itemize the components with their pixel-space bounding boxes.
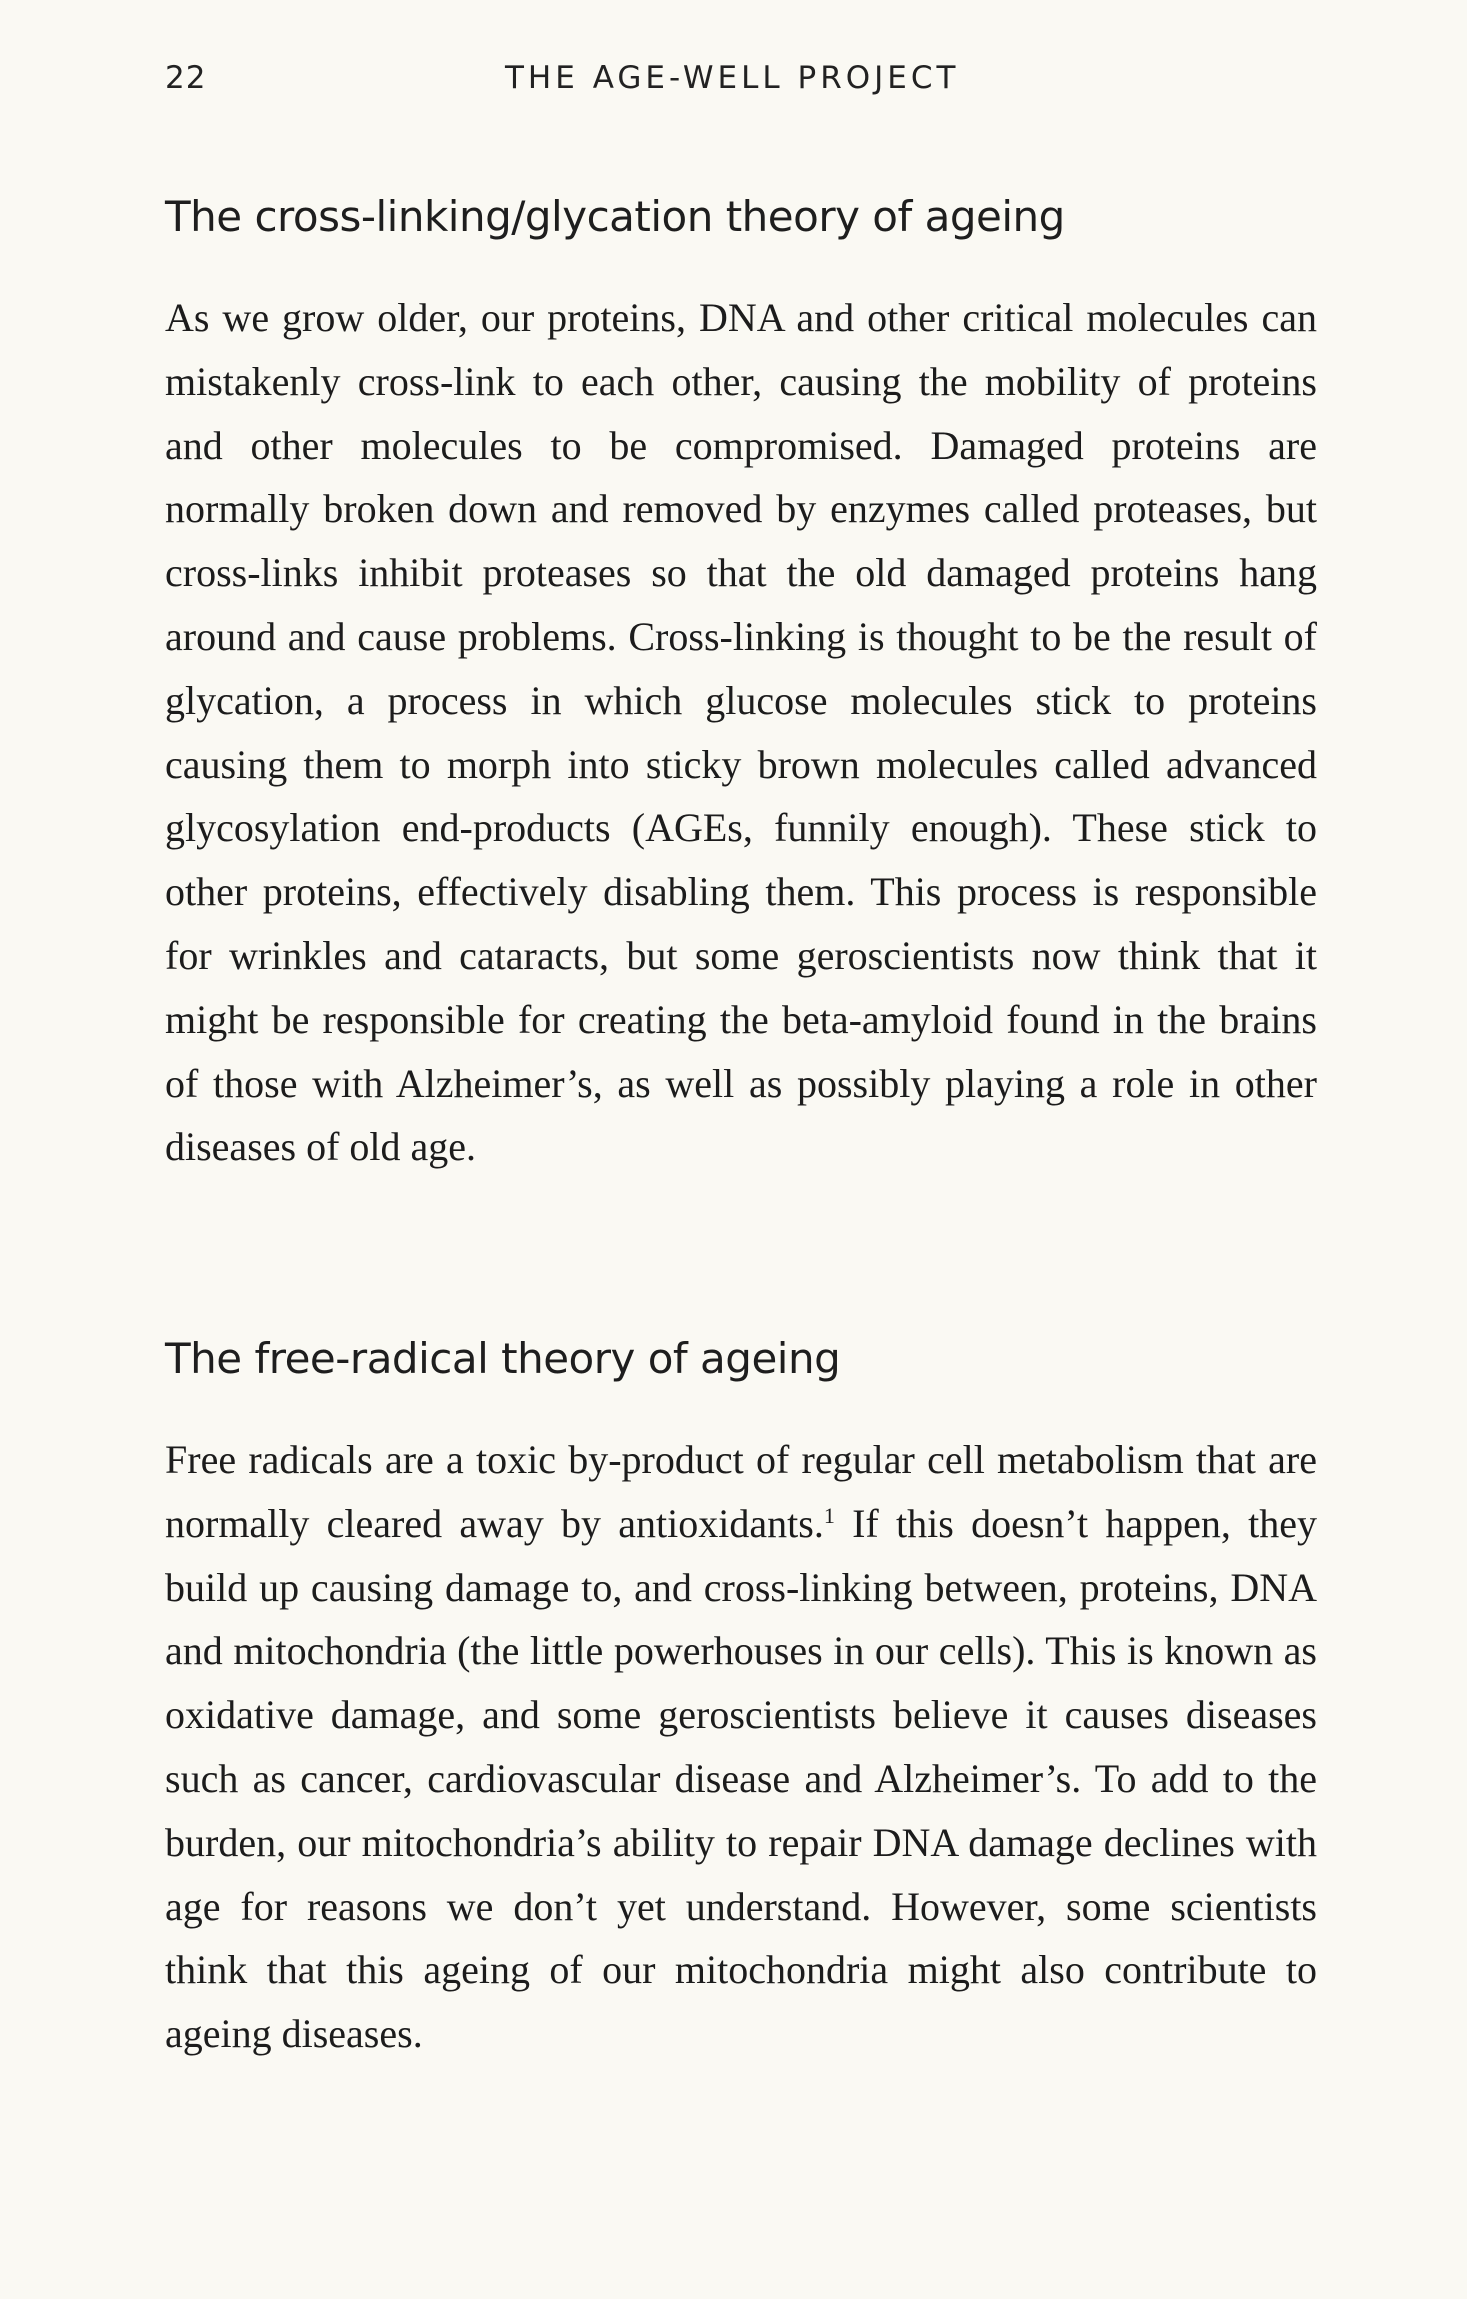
body-text-after-note: If this doesn’t happen, they build up causing damage to, and cross-linking between, proteins, DNA and mitochondria (the little powerhouses in our cells). This is known as oxidative damage, and some geroscientists believe it causes diseases such as cancer, cardiovascular disease and Alzheimer’s. To add to the burden, our mitochondria’s ability to repair DNA damage declines with age for reasons we don’t yet understand. However, some scientists think that this ageing of our mitochondria might also contribute to ageing diseases. [165,1500,1317,2057]
section-body-cross-linking: As we grow older, our proteins, DNA and other critical molecules can mistakenly cross-link to each other, causing the mobility of proteins and other molecules to be compromised. Damaged proteins are normally broken down and removed by enzymes called proteases, but cross-links inhibit proteases so that the old damaged proteins hang around and cause problems. Cross-linking is thought to be the result of glycation, a process in which glucose molecules stick to proteins causing them to morph into sticky brown molecules called advanced glycosylation end-products (AGEs, funnily enough). These stick to other proteins, effectively disabling them. This process is responsible for wrinkles and cataracts, but some geroscientists now think that it might be responsible for creating the beta-amyloid found in the brains of those with Alzheimer’s, as well as possibly playing a role in other diseases of old age. [165,295,1317,1170]
section-body-free-radical [165,1428,1317,2066]
page-number: 22 [165,60,207,96]
section-heading-free-radical: The free-radical theory of ageing [165,1334,841,1383]
footnote-marker: 1 [823,1502,835,1528]
running-head: THE AGE-WELL PROJECT [505,60,960,96]
section-heading-cross-linking: The cross-linking/glycation theory of ageing [165,192,1065,241]
body-text-before-note: Free radicals are a toxic by-product of regular cell metabolism that are normally cleared away by antioxidants. [165,1437,1317,1546]
